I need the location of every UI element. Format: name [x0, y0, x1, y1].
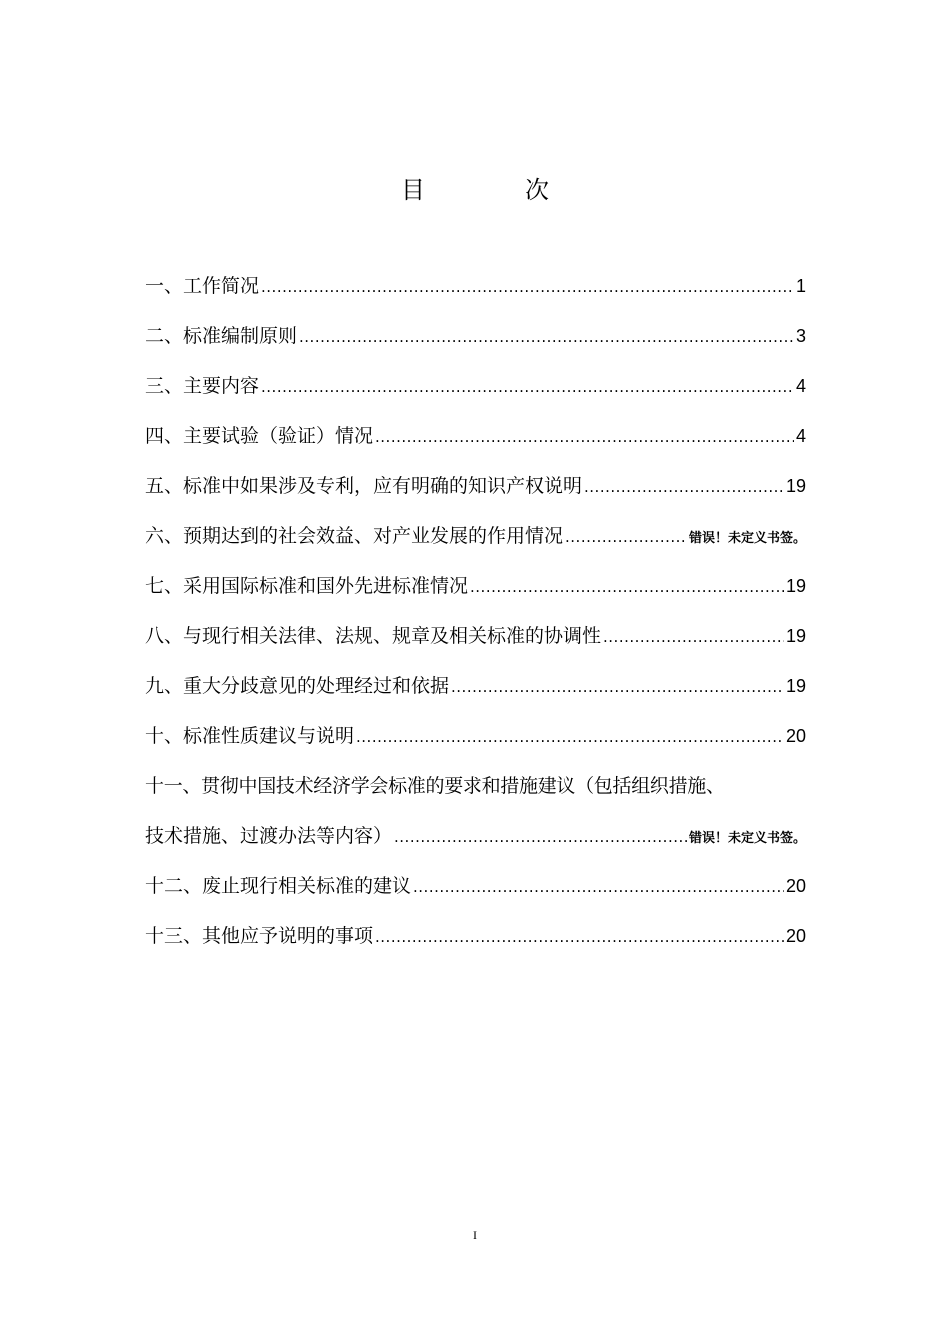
toc-entry[interactable]: [145, 668, 806, 718]
toc-title: 目 次: [401, 176, 587, 204]
toc-entry-wrapped-line1[interactable]: [145, 768, 806, 818]
toc-entry-label: 九、重大分歧意见的处理经过和依据: [145, 675, 450, 697]
dot-leader: [261, 269, 794, 305]
toc-entry-label: 一、工作简况: [145, 275, 260, 297]
toc-entry-page: 19: [785, 576, 806, 596]
toc-entry[interactable]: [145, 868, 806, 918]
toc-entry[interactable]: [145, 268, 806, 318]
toc-entry-page: 19: [785, 676, 806, 696]
toc-entry-label: 十、标准性质建议与说明: [145, 725, 355, 747]
dot-leader: [413, 869, 784, 905]
toc-entry-label: 十一、贯彻中国技术经济学会标准的要求和措施建议（包括组织措施、: [145, 775, 725, 797]
toc-entry[interactable]: [145, 368, 806, 418]
toc-entry-page: 4: [795, 426, 806, 446]
toc-entry-page-error: 错误！未定义书签。: [688, 531, 806, 546]
toc-entry-page: 1: [795, 276, 806, 296]
toc-entry-page-error: 错误！未定义书签。: [688, 831, 806, 846]
toc-entry[interactable]: [145, 418, 806, 468]
dot-leader: [470, 569, 784, 605]
toc-entry-page: 20: [785, 876, 806, 896]
toc-entry[interactable]: [145, 618, 806, 668]
toc-entry-label: 十二、废止现行相关标准的建议: [145, 875, 412, 897]
toc-entry[interactable]: [145, 918, 806, 968]
toc-entry-label: 八、与现行相关法律、法规、规章及相关标准的协调性: [145, 625, 602, 647]
page-number: I: [473, 1228, 477, 1242]
toc-entry[interactable]: [145, 318, 806, 368]
toc-entry-page: 19: [785, 626, 806, 646]
toc-entry-label: 七、采用国际标准和国外先进标准情况: [145, 575, 469, 597]
toc-entry-page: 3: [795, 326, 806, 346]
dot-leader: [584, 469, 784, 505]
toc-entry-label: 三、主要内容: [145, 375, 260, 397]
toc-entry-page: 20: [785, 926, 806, 946]
toc-list: [145, 268, 806, 968]
toc-entry-label: 四、主要试验（验证）情况: [145, 425, 374, 447]
toc-entry-page: 4: [795, 376, 806, 396]
dot-leader: [451, 669, 784, 705]
toc-entry-page: 20: [785, 726, 806, 746]
toc-entry-label: 十三、其他应予说明的事项: [145, 925, 374, 947]
dot-leader: [261, 369, 794, 405]
toc-entry-page: 19: [785, 476, 806, 496]
dot-leader: [299, 319, 794, 355]
dot-leader: [394, 819, 687, 855]
toc-entry[interactable]: [145, 468, 806, 518]
toc-entry-label: 五、标准中如果涉及专利，应有明确的知识产权说明: [145, 475, 583, 497]
toc-entry-label: 六、预期达到的社会效益、对产业发展的作用情况: [145, 525, 564, 547]
dot-leader: [565, 519, 687, 555]
toc-entry[interactable]: [145, 518, 806, 568]
dot-leader: [375, 419, 794, 455]
dot-leader: [375, 919, 784, 955]
dot-leader: [356, 719, 784, 755]
toc-entry[interactable]: [145, 568, 806, 618]
toc-entry-label: 技术措施、过渡办法等内容）: [145, 825, 393, 847]
toc-entry[interactable]: [145, 718, 806, 768]
toc-entry-label: 二、标准编制原则: [145, 325, 298, 347]
toc-entry-wrapped-line2[interactable]: [145, 818, 806, 868]
dot-leader: [603, 619, 784, 655]
